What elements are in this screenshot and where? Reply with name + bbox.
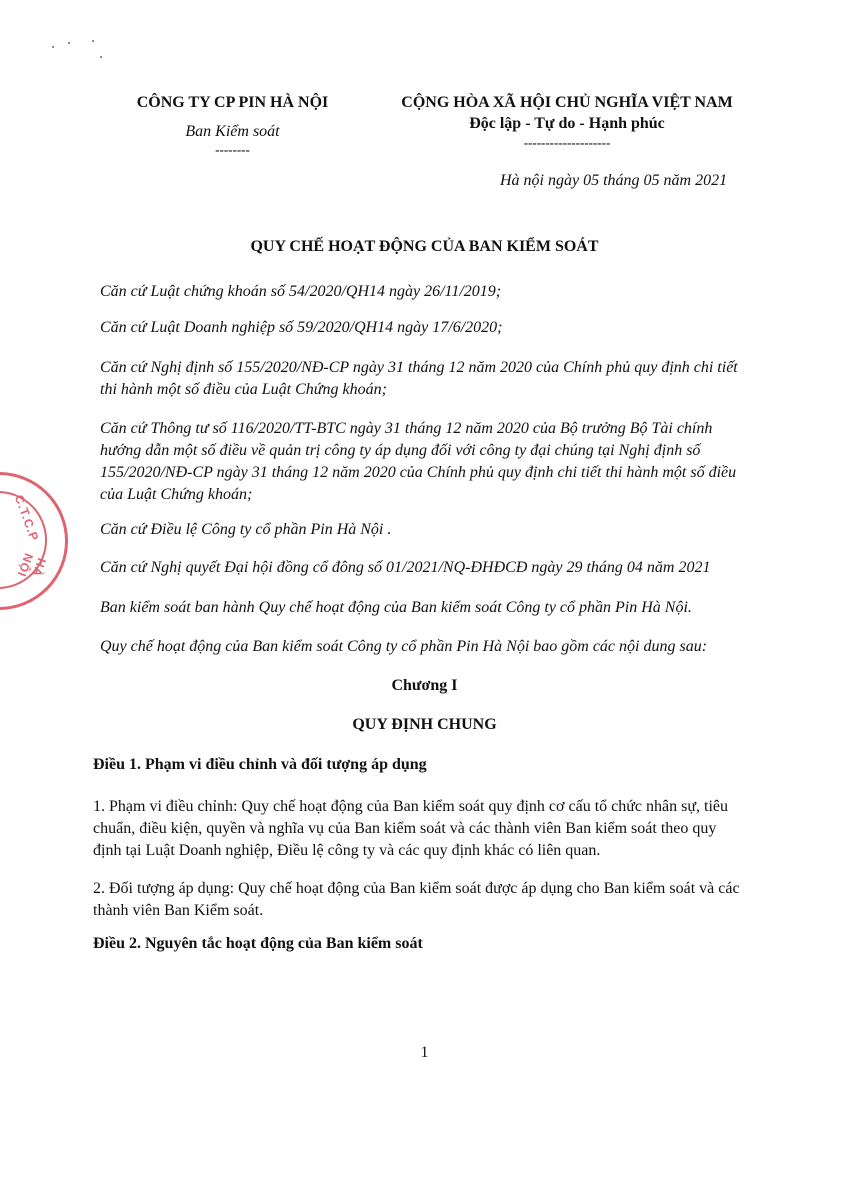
preamble-paragraph	[100, 597, 780, 619]
national-motto: Độc lập - Tự do - Hạnh phúc	[469, 115, 665, 132]
clause-line: 2. Đối tượng áp dụng: Quy chế hoạt động của Ban kiểm soát được áp dụng cho Ban kiểm soát và các	[93, 880, 740, 897]
article-clause	[93, 878, 793, 922]
preamble-line: Quy chế hoạt động của Ban kiểm soát Công ty cổ phần Pin Hà Nội bao gồm các nội dung sau:	[100, 638, 708, 655]
preamble-line: Căn cứ Luật Doanh nghiệp số 59/2020/QH14 ngày 17/6/2020;	[100, 319, 503, 336]
clause-line: thành viên Ban Kiểm soát.	[93, 902, 264, 919]
preamble-line: Ban kiểm soát ban hành Quy chế hoạt động của Ban kiểm soát Công ty cổ phần Pin Hà Nội.	[100, 599, 692, 616]
preamble-paragraph	[100, 317, 780, 339]
company-name: CÔNG TY CP PIN HÀ NỘI	[136, 94, 329, 111]
preamble-paragraph	[100, 357, 780, 401]
preamble-paragraph	[100, 557, 780, 579]
preamble-paragraph	[100, 636, 780, 658]
preamble-line: Căn cứ Luật chứng khoán số 54/2020/QH14 ngày 26/11/2019;	[100, 283, 502, 300]
stamp-text-top: C.T.C.P	[11, 493, 42, 544]
preamble-line: Căn cứ Nghị định số 155/2020/NĐ-CP ngày 31 tháng 12 năm 2020 của Chính phủ quy định chi tiết	[100, 359, 738, 376]
header-left-rule: --------	[215, 142, 250, 157]
preamble-paragraph	[100, 418, 780, 506]
article-clause	[93, 796, 793, 862]
clause-line: chuẩn, điều kiện, quyền và nghĩa vụ của Ban kiểm soát và các thành viên Ban kiểm soát theo quy	[93, 820, 717, 837]
preamble-paragraph	[100, 519, 780, 541]
document-date: Hà nội ngày 05 tháng 05 năm 2021	[500, 172, 728, 189]
article-heading: Điều 2. Nguyên tắc hoạt động của Ban kiểm soát	[93, 935, 423, 952]
scan-speck	[52, 46, 54, 48]
preamble-line: 155/2020/NĐ-CP ngày 31 tháng 12 năm 2020 của Chính phủ quy định chi tiết thi hành một số điều	[100, 464, 737, 481]
preamble-line: Căn cứ Nghị quyết Đại hội đồng cổ đông số 01/2021/NQ-ĐHĐCĐ ngày 29 tháng 04 năm 2021	[100, 559, 711, 576]
page-number: 1	[420, 1044, 429, 1061]
preamble-line: hướng dẫn một số điều về quản trị công ty áp dụng đối với công ty đại chúng tại Nghị định số	[100, 442, 701, 459]
header-right-rule: --------------------	[523, 135, 611, 150]
preamble-line: Căn cứ Điều lệ Công ty cổ phần Pin Hà Nội .	[100, 521, 392, 538]
scan-speck	[92, 40, 94, 42]
clause-line: 1. Phạm vi điều chỉnh: Quy chế hoạt động của Ban kiểm soát quy định cơ cấu tổ chức nhân sự, tiêu	[93, 798, 728, 815]
preamble-paragraph	[100, 281, 780, 303]
clause-line: định tại Luật Doanh nghiệp, Điều lệ công ty và các quy định khác có liên quan.	[93, 842, 601, 859]
preamble-line: của Luật Chứng khoán;	[100, 486, 253, 503]
company-stamp	[0, 472, 68, 610]
chapter-name: QUY ĐỊNH CHUNG	[352, 716, 497, 733]
preamble-line: Căn cứ Thông tư số 116/2020/TT-BTC ngày 31 tháng 12 năm 2020 của Bộ trưởng Bộ Tài chính	[100, 420, 713, 437]
article-heading: Điều 1. Phạm vi điều chỉnh và đối tượng áp dụng	[93, 756, 427, 773]
nation-name: CỘNG HÒA XÃ HỘI CHỦ NGHĨA VIỆT NAM	[401, 94, 733, 111]
department-name: Ban Kiểm soát	[185, 123, 280, 140]
scan-speck	[100, 56, 102, 58]
preamble-line: thi hành một số điều của Luật Chứng khoán;	[100, 381, 387, 398]
chapter-number: Chương I	[391, 677, 458, 694]
document-title: QUY CHẾ HOẠT ĐỘNG CỦA BAN KIỂM SOÁT	[250, 238, 599, 255]
stamp-text-bottom: HÀ NỘI	[14, 551, 49, 580]
scan-speck	[68, 42, 70, 44]
